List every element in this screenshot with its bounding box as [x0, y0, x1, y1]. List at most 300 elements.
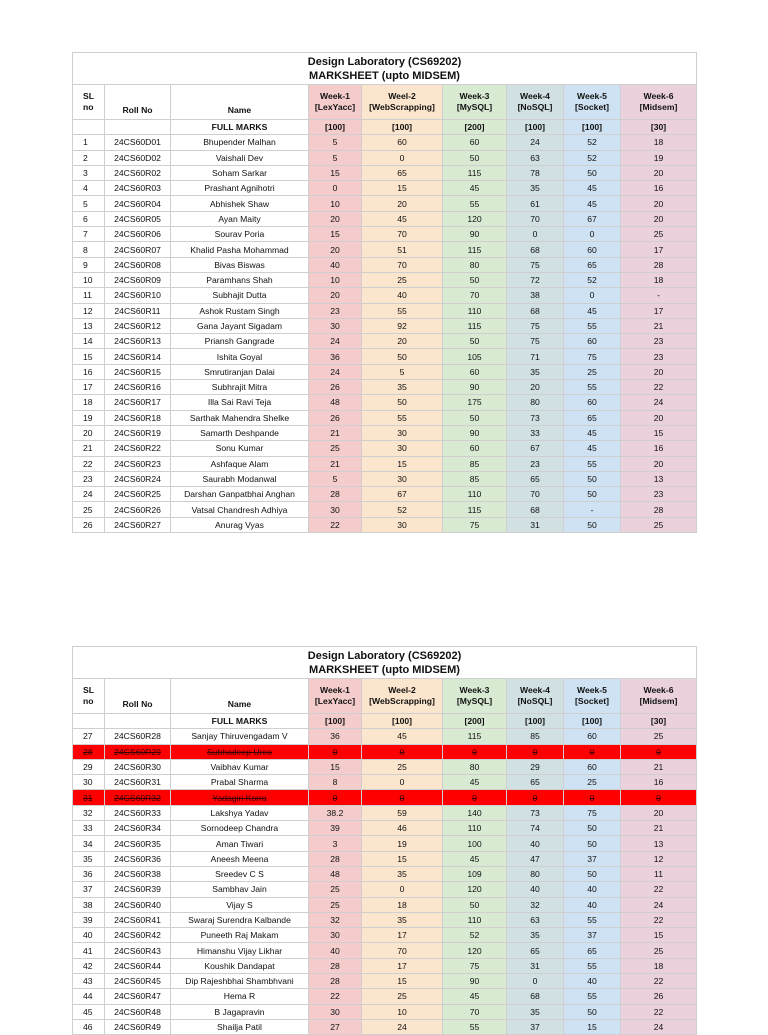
row-mark-week-4: 63 — [507, 912, 564, 927]
row-mark-week-2: 46 — [362, 821, 443, 836]
student-row — [73, 441, 697, 456]
row-mark-week-5: 45 — [564, 303, 621, 318]
row-mark-week-2: 40 — [362, 288, 443, 303]
row-roll-no: 24CS60R22 — [105, 441, 171, 456]
header-week-5: Week-5 [Socket] — [564, 85, 621, 120]
row-student-name: Vaibhav Kumar — [171, 759, 309, 774]
header-week-4: Week-4 [NoSQL] — [507, 679, 564, 714]
row-mark-week-2: 25 — [362, 989, 443, 1004]
row-mark-week-6: 20 — [621, 805, 697, 820]
row-roll-no: 24CS60R02 — [105, 165, 171, 180]
header-row — [73, 85, 697, 120]
row-sl: 20 — [73, 425, 105, 440]
row-mark-week-3: 80 — [443, 759, 507, 774]
row-mark-week-1: 20 — [309, 211, 362, 226]
row-mark-week-6: 23 — [621, 487, 697, 502]
row-mark-week-3: 115 — [443, 502, 507, 517]
row-sl: 29 — [73, 759, 105, 774]
row-sl: 27 — [73, 729, 105, 744]
header-roll-no: Roll No — [105, 679, 171, 714]
row-sl: 1 — [73, 135, 105, 150]
row-mark-week-2: 20 — [362, 196, 443, 211]
row-sl: 40 — [73, 928, 105, 943]
row-sl: 10 — [73, 272, 105, 287]
student-row — [73, 227, 697, 242]
row-sl: 17 — [73, 380, 105, 395]
row-mark-week-1: 5 — [309, 471, 362, 486]
row-sl: 4 — [73, 181, 105, 196]
row-mark-week-5: 50 — [564, 165, 621, 180]
row-sl: 3 — [73, 165, 105, 180]
row-mark-week-1: 30 — [309, 318, 362, 333]
row-mark-week-4: 67 — [507, 441, 564, 456]
student-row — [73, 943, 697, 958]
row-mark-week-4: 73 — [507, 805, 564, 820]
row-student-name: Vijay S — [171, 897, 309, 912]
full-marks-value: [200] — [443, 120, 507, 135]
header-week-1: Week-1 [LexYacc] — [309, 679, 362, 714]
row-mark-week-6: 16 — [621, 775, 697, 790]
row-mark-week-2: 30 — [362, 517, 443, 532]
row-mark-week-1: 36 — [309, 349, 362, 364]
row-mark-week-1: 22 — [309, 989, 362, 1004]
row-mark-week-4: 35 — [507, 181, 564, 196]
row-mark-week-6: 28 — [621, 502, 697, 517]
student-row — [73, 211, 697, 226]
row-mark-week-5: 40 — [564, 897, 621, 912]
row-mark-week-6: 13 — [621, 471, 697, 486]
student-row — [73, 775, 697, 790]
row-mark-week-4: 78 — [507, 165, 564, 180]
row-mark-week-2: 30 — [362, 441, 443, 456]
row-mark-week-1: 5 — [309, 150, 362, 165]
row-sl: 31 — [73, 790, 105, 805]
row-sl: 22 — [73, 456, 105, 471]
row-mark-week-1: 26 — [309, 380, 362, 395]
row-mark-week-3: 75 — [443, 517, 507, 532]
student-row — [73, 851, 697, 866]
row-mark-week-3: 90 — [443, 227, 507, 242]
row-mark-week-5: 65 — [564, 410, 621, 425]
row-mark-week-4: 68 — [507, 303, 564, 318]
row-student-name: Himanshu Vijay Likhar — [171, 943, 309, 958]
sheet-title — [73, 53, 697, 85]
row-roll-no: 24CS60R26 — [105, 502, 171, 517]
row-mark-week-2: 25 — [362, 759, 443, 774]
row-mark-week-6: 18 — [621, 958, 697, 973]
row-mark-week-2: 70 — [362, 257, 443, 272]
header-week-6: Week-6 [Midsem] — [621, 679, 697, 714]
row-student-name: Lakshya Yadav — [171, 805, 309, 820]
row-roll-no: 24CS60R42 — [105, 928, 171, 943]
row-mark-week-2: 35 — [362, 380, 443, 395]
row-mark-week-5: 37 — [564, 851, 621, 866]
row-mark-week-3: 60 — [443, 441, 507, 456]
row-mark-week-4: 65 — [507, 471, 564, 486]
row-mark-week-2: 35 — [362, 866, 443, 881]
row-mark-week-4: 74 — [507, 821, 564, 836]
student-row — [73, 165, 697, 180]
row-sl: 25 — [73, 502, 105, 517]
row-mark-week-4: 24 — [507, 135, 564, 150]
row-mark-week-1: 21 — [309, 425, 362, 440]
row-mark-week-1: 38.2 — [309, 805, 362, 820]
row-mark-week-2: 25 — [362, 272, 443, 287]
row-mark-week-3: 52 — [443, 928, 507, 943]
row-student-name: Ashok Rustam Singh — [171, 303, 309, 318]
row-sl: 13 — [73, 318, 105, 333]
row-mark-week-4: 37 — [507, 1019, 564, 1034]
student-row — [73, 272, 697, 287]
student-row — [73, 744, 697, 759]
row-mark-week-3: 110 — [443, 487, 507, 502]
row-sl: 12 — [73, 303, 105, 318]
row-sl: 44 — [73, 989, 105, 1004]
row-mark-week-5: 52 — [564, 150, 621, 165]
row-mark-week-4: 40 — [507, 882, 564, 897]
row-sl: 11 — [73, 288, 105, 303]
row-student-name: Sreedev C S — [171, 866, 309, 881]
row-mark-week-6: - — [621, 288, 697, 303]
row-student-name: Sanjay Thiruvengadam V — [171, 729, 309, 744]
row-mark-week-4: 23 — [507, 456, 564, 471]
row-student-name: Prashant Agnihotri — [171, 181, 309, 196]
student-row — [73, 380, 697, 395]
row-mark-week-5: 55 — [564, 456, 621, 471]
row-student-name: Sourav Poria — [171, 227, 309, 242]
row-student-name: Sarthak Mahendra Shelke — [171, 410, 309, 425]
header-week-5: Week-5 [Socket] — [564, 679, 621, 714]
row-mark-week-3: 0 — [443, 744, 507, 759]
student-row — [73, 790, 697, 805]
row-mark-week-5: 52 — [564, 135, 621, 150]
row-mark-week-6: 20 — [621, 211, 697, 226]
row-roll-no: 24CS60R04 — [105, 196, 171, 211]
row-mark-week-2: 17 — [362, 958, 443, 973]
row-mark-week-5: 67 — [564, 211, 621, 226]
row-mark-week-5: 55 — [564, 318, 621, 333]
row-mark-week-1: 27 — [309, 1019, 362, 1034]
row-student-name: Hema R — [171, 989, 309, 1004]
full-marks-value: [100] — [362, 714, 443, 729]
row-student-name: Dip Rajeshbhai Shambhvani — [171, 974, 309, 989]
row-mark-week-2: 5 — [362, 364, 443, 379]
row-mark-week-3: 85 — [443, 456, 507, 471]
student-row — [73, 395, 697, 410]
row-mark-week-3: 90 — [443, 380, 507, 395]
row-roll-no: 24CS60R05 — [105, 211, 171, 226]
row-mark-week-1: 28 — [309, 974, 362, 989]
row-mark-week-3: 115 — [443, 242, 507, 257]
row-mark-week-3: 100 — [443, 836, 507, 851]
row-mark-week-1: 0 — [309, 790, 362, 805]
full-marks-value: [30] — [621, 714, 697, 729]
row-mark-week-2: 0 — [362, 790, 443, 805]
row-mark-week-1: 15 — [309, 165, 362, 180]
row-roll-no: 24CS60R11 — [105, 303, 171, 318]
row-sl: 19 — [73, 410, 105, 425]
row-mark-week-4: 20 — [507, 380, 564, 395]
row-mark-week-5: 45 — [564, 181, 621, 196]
student-row — [73, 288, 697, 303]
row-mark-week-1: 48 — [309, 395, 362, 410]
row-mark-week-1: 8 — [309, 775, 362, 790]
student-row — [73, 303, 697, 318]
row-mark-week-2: 15 — [362, 456, 443, 471]
row-sl: 37 — [73, 882, 105, 897]
row-mark-week-1: 28 — [309, 851, 362, 866]
row-roll-no: 24CS60R40 — [105, 897, 171, 912]
row-mark-week-1: 26 — [309, 410, 362, 425]
row-mark-week-1: 25 — [309, 897, 362, 912]
row-roll-no: 24CS60R17 — [105, 395, 171, 410]
row-mark-week-2: 30 — [362, 425, 443, 440]
row-student-name: Bhupender Malhan — [171, 135, 309, 150]
row-mark-week-5: 25 — [564, 775, 621, 790]
row-mark-week-3: 120 — [443, 211, 507, 226]
row-mark-week-4: 35 — [507, 1004, 564, 1019]
row-mark-week-2: 24 — [362, 1019, 443, 1034]
row-sl: 9 — [73, 257, 105, 272]
row-sl: 23 — [73, 471, 105, 486]
row-student-name: Ishita Goyal — [171, 349, 309, 364]
row-mark-week-4: 47 — [507, 851, 564, 866]
row-mark-week-1: 23 — [309, 303, 362, 318]
row-roll-no: 24CS60R47 — [105, 989, 171, 1004]
row-mark-week-5: 0 — [564, 790, 621, 805]
row-mark-week-5: 50 — [564, 866, 621, 881]
row-sl: 2 — [73, 150, 105, 165]
row-mark-week-3: 105 — [443, 349, 507, 364]
row-mark-week-4: 33 — [507, 425, 564, 440]
student-row — [73, 502, 697, 517]
row-mark-week-3: 45 — [443, 181, 507, 196]
row-student-name: Abhishek Shaw — [171, 196, 309, 211]
row-mark-week-5: 45 — [564, 196, 621, 211]
row-sl: 7 — [73, 227, 105, 242]
full-marks-label: FULL MARKS — [171, 714, 309, 729]
row-roll-no: 24CS60R29 — [105, 744, 171, 759]
row-roll-no: 24CS60R36 — [105, 851, 171, 866]
header-week-2: Weel-2 [WebScrapping] — [362, 679, 443, 714]
row-mark-week-3: 110 — [443, 303, 507, 318]
row-mark-week-4: 31 — [507, 958, 564, 973]
student-row — [73, 928, 697, 943]
row-student-name: B Jagapravin — [171, 1004, 309, 1019]
row-sl: 6 — [73, 211, 105, 226]
row-mark-week-6: 24 — [621, 1019, 697, 1034]
row-mark-week-2: 45 — [362, 211, 443, 226]
row-sl: 14 — [73, 334, 105, 349]
row-mark-week-6: 12 — [621, 851, 697, 866]
row-mark-week-1: 48 — [309, 866, 362, 881]
row-mark-week-3: 120 — [443, 943, 507, 958]
header-week-1: Week-1 [LexYacc] — [309, 85, 362, 120]
row-mark-week-4: 68 — [507, 989, 564, 1004]
row-mark-week-2: 50 — [362, 349, 443, 364]
row-mark-week-1: 21 — [309, 456, 362, 471]
row-mark-week-2: 30 — [362, 471, 443, 486]
row-student-name: Sambhav Jain — [171, 882, 309, 897]
row-mark-week-4: 35 — [507, 364, 564, 379]
row-sl: 36 — [73, 866, 105, 881]
row-mark-week-2: 67 — [362, 487, 443, 502]
row-mark-week-6: 22 — [621, 380, 697, 395]
student-row — [73, 821, 697, 836]
row-mark-week-1: 15 — [309, 759, 362, 774]
full-marks-value: [100] — [507, 120, 564, 135]
student-row — [73, 517, 697, 532]
row-student-name: Samarth Deshpande — [171, 425, 309, 440]
row-roll-no: 24CS60R09 — [105, 272, 171, 287]
full-marks-value: [100] — [507, 714, 564, 729]
row-student-name: Soham Sarkar — [171, 165, 309, 180]
row-student-name: Ayan Maity — [171, 211, 309, 226]
row-student-name: Prabal Sharma — [171, 775, 309, 790]
row-mark-week-3: 50 — [443, 334, 507, 349]
row-mark-week-3: 45 — [443, 775, 507, 790]
marksheet-table-1 — [72, 52, 696, 533]
row-student-name: Swaraj Surendra Kalbande — [171, 912, 309, 927]
row-roll-no: 24CS60R07 — [105, 242, 171, 257]
marksheet-subtitle: MARKSHEET (upto MIDSEM) — [309, 663, 460, 676]
row-mark-week-3: 45 — [443, 851, 507, 866]
row-roll-no: 24CS60R14 — [105, 349, 171, 364]
row-roll-no: 24CS60R12 — [105, 318, 171, 333]
row-sl: 45 — [73, 1004, 105, 1019]
row-roll-no: 24CS60R06 — [105, 227, 171, 242]
marksheet-subtitle: MARKSHEET (upto MIDSEM) — [309, 69, 460, 82]
row-sl: 26 — [73, 517, 105, 532]
row-mark-week-6: 23 — [621, 349, 697, 364]
row-mark-week-4: 38 — [507, 288, 564, 303]
row-mark-week-6: 21 — [621, 318, 697, 333]
student-row — [73, 958, 697, 973]
row-roll-no: 24CS60R41 — [105, 912, 171, 927]
row-mark-week-4: 68 — [507, 242, 564, 257]
row-mark-week-1: 28 — [309, 487, 362, 502]
row-student-name: Vaishali Dev — [171, 150, 309, 165]
header-week-3: Week-3 [MySQL] — [443, 679, 507, 714]
row-mark-week-6: 22 — [621, 912, 697, 927]
row-student-name: Saurabh Modanwal — [171, 471, 309, 486]
row-mark-week-6: 15 — [621, 928, 697, 943]
row-mark-week-5: 50 — [564, 471, 621, 486]
row-mark-week-3: 70 — [443, 1004, 507, 1019]
row-mark-week-5: 37 — [564, 928, 621, 943]
row-mark-week-6: 22 — [621, 882, 697, 897]
row-mark-week-6: 16 — [621, 441, 697, 456]
row-mark-week-4: 85 — [507, 729, 564, 744]
row-mark-week-6: 25 — [621, 227, 697, 242]
student-row — [73, 1019, 697, 1034]
row-roll-no: 24CS60R27 — [105, 517, 171, 532]
row-mark-week-6: 13 — [621, 836, 697, 851]
row-mark-week-5: 75 — [564, 349, 621, 364]
row-mark-week-4: 31 — [507, 517, 564, 532]
row-student-name: Anurag Vyas — [171, 517, 309, 532]
row-mark-week-5: 50 — [564, 487, 621, 502]
row-mark-week-1: 24 — [309, 334, 362, 349]
row-mark-week-5: 40 — [564, 974, 621, 989]
row-mark-week-4: 73 — [507, 410, 564, 425]
row-mark-week-3: 90 — [443, 974, 507, 989]
student-row — [73, 410, 697, 425]
row-mark-week-2: 20 — [362, 334, 443, 349]
row-roll-no: 24CS60R13 — [105, 334, 171, 349]
row-student-name: Gana Jayant Sigadam — [171, 318, 309, 333]
student-row — [73, 242, 697, 257]
row-mark-week-6: 21 — [621, 821, 697, 836]
row-roll-no: 24CS60R33 — [105, 805, 171, 820]
full-marks-value: [100] — [564, 120, 621, 135]
row-sl: 18 — [73, 395, 105, 410]
row-mark-week-4: 35 — [507, 928, 564, 943]
row-student-name: Puneeth Raj Makam — [171, 928, 309, 943]
student-row — [73, 974, 697, 989]
row-student-name: Shailja Patil — [171, 1019, 309, 1034]
row-mark-week-4: 72 — [507, 272, 564, 287]
row-mark-week-3: 80 — [443, 257, 507, 272]
row-student-name: Vatsal Chandresh Adhiya — [171, 502, 309, 517]
student-row — [73, 805, 697, 820]
row-mark-week-2: 15 — [362, 974, 443, 989]
row-roll-no: 24CS60R23 — [105, 456, 171, 471]
row-mark-week-5: 55 — [564, 912, 621, 927]
row-mark-week-1: 25 — [309, 441, 362, 456]
row-mark-week-1: 5 — [309, 135, 362, 150]
row-roll-no: 24CS60R30 — [105, 759, 171, 774]
row-roll-no: 24CS60R39 — [105, 882, 171, 897]
header-week-2: Weel-2 [WebScrapping] — [362, 85, 443, 120]
row-mark-week-6: 25 — [621, 943, 697, 958]
row-mark-week-5: 0 — [564, 288, 621, 303]
row-mark-week-6: 20 — [621, 456, 697, 471]
row-sl: 41 — [73, 943, 105, 958]
row-mark-week-3: 55 — [443, 196, 507, 211]
row-mark-week-4: 65 — [507, 943, 564, 958]
row-mark-week-5: 0 — [564, 227, 621, 242]
row-roll-no: 24CS60R35 — [105, 836, 171, 851]
row-student-name: Paramhans Shah — [171, 272, 309, 287]
row-roll-no: 24CS60R28 — [105, 729, 171, 744]
row-mark-week-3: 50 — [443, 410, 507, 425]
row-roll-no: 24CS60R10 — [105, 288, 171, 303]
student-row — [73, 334, 697, 349]
row-mark-week-2: 52 — [362, 502, 443, 517]
row-mark-week-4: 70 — [507, 487, 564, 502]
student-row — [73, 196, 697, 211]
row-mark-week-2: 0 — [362, 775, 443, 790]
student-row — [73, 897, 697, 912]
row-mark-week-1: 40 — [309, 257, 362, 272]
student-row — [73, 181, 697, 196]
row-mark-week-6: 20 — [621, 410, 697, 425]
student-row — [73, 349, 697, 364]
row-mark-week-2: 0 — [362, 744, 443, 759]
row-student-name: Subhajit Dutta — [171, 288, 309, 303]
row-roll-no: 24CS60R38 — [105, 866, 171, 881]
full-marks-label: FULL MARKS — [171, 120, 309, 135]
row-mark-week-5: 55 — [564, 958, 621, 973]
row-mark-week-3: 115 — [443, 729, 507, 744]
row-sl: 8 — [73, 242, 105, 257]
header-week-4: Week-4 [NoSQL] — [507, 85, 564, 120]
row-mark-week-6: 16 — [621, 181, 697, 196]
row-mark-week-1: 20 — [309, 242, 362, 257]
row-mark-week-4: 0 — [507, 790, 564, 805]
row-mark-week-4: 0 — [507, 974, 564, 989]
